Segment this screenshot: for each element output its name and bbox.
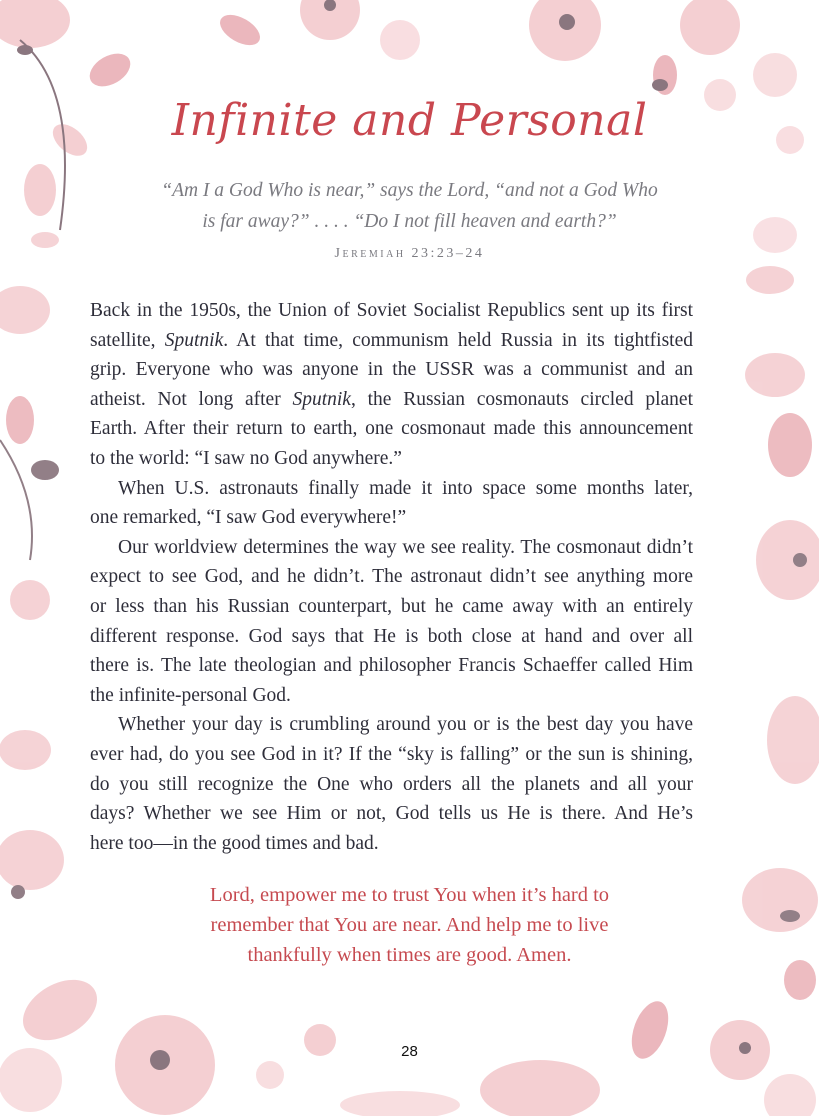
body-line bbox=[90, 474, 693, 504]
flower-right-side bbox=[742, 217, 819, 1000]
body-text: different response. God says that He is both close at hand and over all bbox=[90, 625, 693, 647]
body-text: ever had, do you see God in it? If the “sky is falling” or the sun is shining, bbox=[90, 743, 693, 765]
body-text: Whether your day is crumbling around you or is the best day you have bbox=[118, 714, 693, 736]
body-line bbox=[90, 355, 693, 385]
body-line bbox=[90, 799, 693, 829]
body-line bbox=[90, 681, 693, 711]
body-text: or less than his Russian counterpart, but he came away with an entirely bbox=[90, 595, 693, 617]
body-text: expect to see God, and he didn’t. The astronaut didn’t see anything more bbox=[90, 566, 693, 588]
verse-reference: Jeremiah 23:23–24 bbox=[334, 246, 485, 261]
body-line bbox=[90, 770, 693, 800]
body-text: Our worldview determines the way we see reality. The cosmonaut didn’t bbox=[118, 536, 693, 558]
flower-top-center bbox=[215, 0, 420, 60]
body-line bbox=[90, 622, 693, 652]
body-line bbox=[90, 503, 693, 533]
body-line bbox=[90, 592, 693, 622]
italic-title-text: Sputnik bbox=[292, 388, 351, 410]
prayer-line: thankfully when times are good. Amen. bbox=[247, 944, 572, 966]
body-text: there is. The late theologian and philosopher Francis Schaeffer called Him bbox=[90, 655, 693, 677]
body-text: When U.S. astronauts finally made it into space some months later, bbox=[118, 477, 693, 499]
body-text: , the Russian cosmonauts circled planet bbox=[350, 388, 693, 410]
body-text: atheist. Not long after bbox=[90, 388, 293, 410]
body-line bbox=[90, 385, 693, 415]
body-line bbox=[90, 710, 693, 740]
body-text: the infinite-personal God. bbox=[90, 684, 291, 706]
body-line bbox=[90, 414, 693, 444]
body-text: do you still recognize the One who orders all the planets and all your bbox=[90, 773, 693, 795]
verse-line: “Am I a God Who is near,” says the Lord, “and not a God Who bbox=[161, 180, 658, 201]
body-text: Back in the 1950s, the Union of Soviet Socialist Republics sent up its first bbox=[90, 300, 693, 321]
body-line bbox=[90, 740, 693, 770]
italic-title-text: Sputnik bbox=[164, 329, 224, 351]
body-text: . At that time, communism held Russia in its tightfisted bbox=[223, 329, 693, 351]
body-text: days? Whether we see Him or not, God tells us He is there. And He’s bbox=[90, 803, 693, 825]
prayer-line: Lord, empower me to trust You when it’s hard to bbox=[209, 884, 610, 906]
body-text: one remarked, “I saw God everywhere!” bbox=[90, 507, 407, 529]
flower-bottom bbox=[0, 967, 816, 1116]
body-text: grip. Everyone who was anyone in the USSR was a communist and an bbox=[90, 359, 693, 381]
body-line bbox=[90, 296, 693, 326]
body-line bbox=[90, 444, 693, 474]
body-line bbox=[90, 326, 693, 356]
body-line bbox=[90, 562, 693, 592]
flower-left-side bbox=[0, 232, 64, 899]
body-text: here too—in the good times and bad. bbox=[90, 832, 379, 854]
body-line bbox=[90, 829, 693, 859]
body-text: to the world: “I saw no God anywhere.” bbox=[90, 447, 402, 469]
verse-line: is far away?” . . . . “Do I not fill heaven and earth?” bbox=[202, 211, 617, 232]
prayer-line: remember that You are near. And help me to live bbox=[210, 914, 609, 936]
page-number: 28 bbox=[401, 1043, 418, 1060]
body-line bbox=[90, 533, 693, 563]
body-line bbox=[90, 651, 693, 681]
page-title: Infinite and Personal bbox=[171, 95, 648, 146]
devotional-body bbox=[90, 296, 693, 858]
body-text: satellite, bbox=[90, 329, 165, 351]
body-text: Earth. After their return to earth, one cosmonaut made this announcement bbox=[90, 418, 693, 440]
